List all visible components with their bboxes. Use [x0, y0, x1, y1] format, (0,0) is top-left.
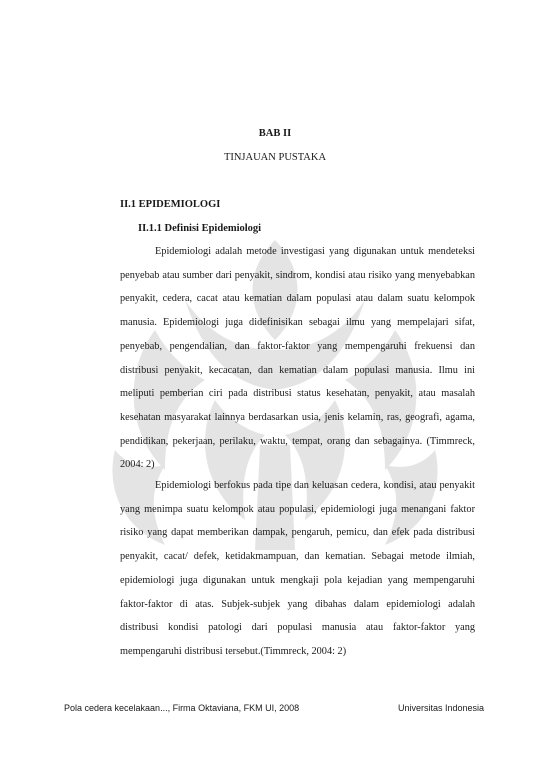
chapter-label: BAB II: [258, 128, 292, 139]
subsection-heading: II.1.1 Definisi Epidemiologi: [138, 223, 262, 234]
chapter-title: TINJAUAN PUSTAKA: [223, 152, 327, 163]
footer-institution: Universitas Indonesia: [398, 703, 485, 713]
body-paragraph-1: Epidemiologi adalah metode investigasi yang digunakan untuk mendeteksi penyebab atau sumber dari penyakit, sindrom, kondisi atau risiko yang menyebabkan penyakit, cedera, cacat atau kematian dalam populasi atau dalam suatu kelompok manusia. Epidemiologi juga didefinisikan sebagai ilmu yang mempelajari sifat, penyebab, pengendalian, dan faktor-faktor yang mempengaruhi frekuensi dan distribusi penyakit, kecacatan, dan kematian dalam populasi manusia. Ilmu ini meliputi pemberian ciri pada distribusi status kesehatan, penyakit, atau masalah kesehatan masyarakat lainnya berdasarkan usia, jenis kelamin, ras, geografi, agama, pendidikan, pekerjaan, perilaku, waktu, tempat, orang dan sebagainya. (Timmreck, 2004: 2): [120, 246, 475, 471]
footer-citation: Pola cedera kecelakaan..., Firma Oktaviana, FKM UI, 2008: [64, 703, 300, 713]
body-paragraph-2: Epidemiologi berfokus pada tipe dan keluasan cedera, kondisi, atau penyakit yang menimpa suatu kelompok atau populasi, epidemiologi juga menangani faktor risiko yang dapat memberikan dampak, pengaruh, pemicu, dan efek pada distribusi penyakit, cacat/ defek, ketidakmampuan, dan kematian. Sebagai metode ilmiah, epidemiologi juga digunakan untuk mengkaji pola kejadian yang mempengaruhi faktor-faktor di atas. Subjek-subjek yang dibahas dalam epidemiologi adalah distribusi kondisi patologi dari populasi manusia atau faktor-faktor yang mempengaruhi distribusi tersebut.(Timmreck, 2004: 2): [120, 480, 475, 657]
section-heading: II.1 EPIDEMIOLOGI: [120, 199, 221, 210]
